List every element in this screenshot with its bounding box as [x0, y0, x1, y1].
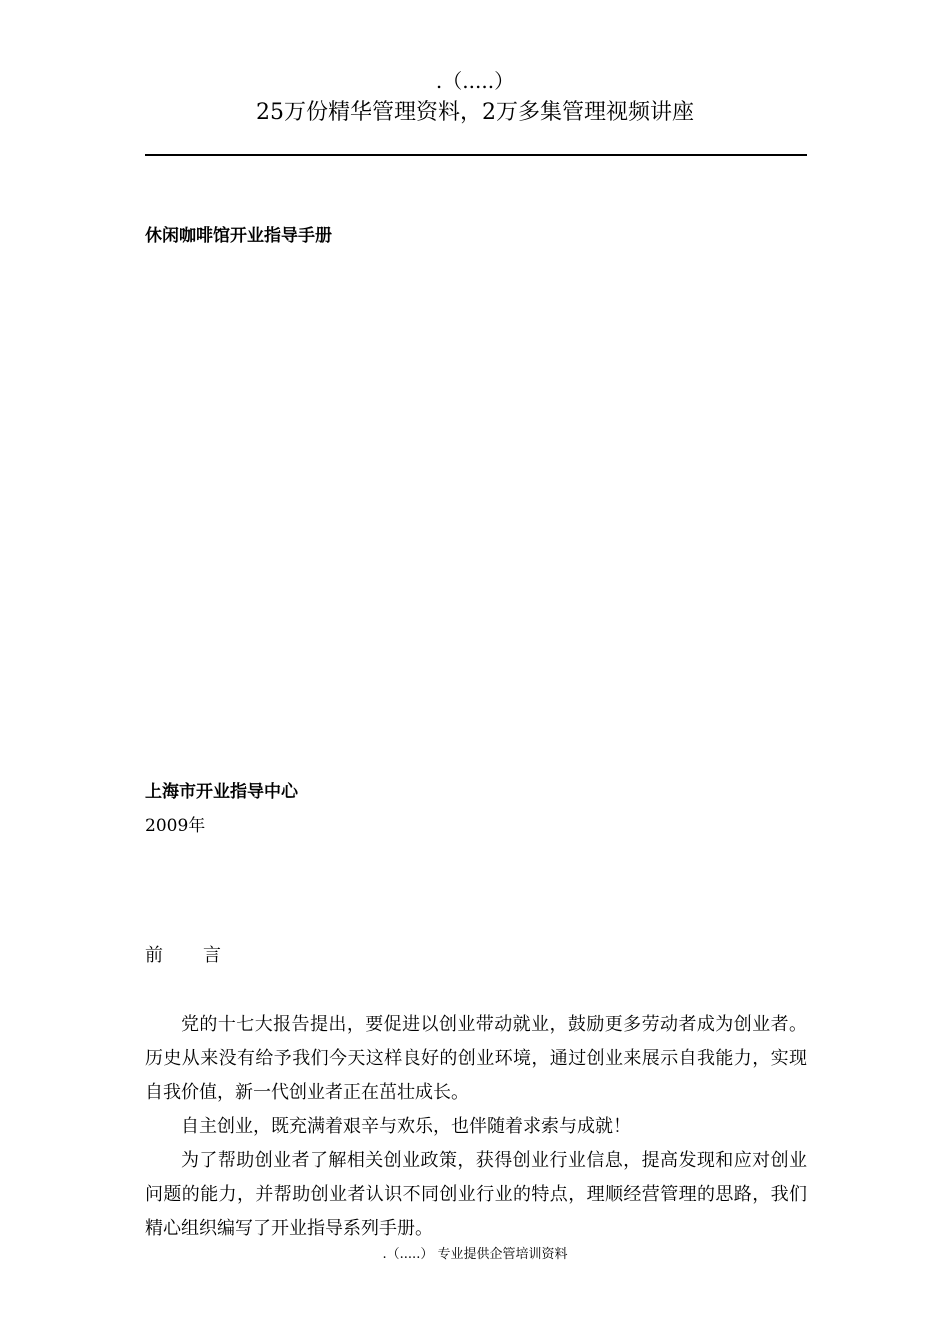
publication-year: 2009年 [145, 816, 206, 836]
organization-name: 上海市开业指导中心 [145, 782, 298, 802]
preface-heading-char-1: 前 [145, 945, 163, 966]
preface-paragraph: 自主创业，既充满着艰辛与欢乐，也伴随着求索与成就！ [181, 1116, 631, 1137]
preface-heading-char-2: 言 [203, 945, 221, 966]
header-divider [145, 154, 807, 156]
document-title: 休闲咖啡馆开业指导手册 [145, 226, 332, 246]
preface-paragraph: 为了帮助创业者了解相关创业政策，获得创业行业信息，提高发现和应对创业问题的能力，并帮助创业者认识不同创业行业的特点，理顺经营管理的思路，我们精心组织编写了开业指导系列手册。 [145, 1150, 807, 1239]
page-footer: .（.....） 专业提供企管培训资料 [382, 1247, 568, 1262]
preface-paragraph: 党的十七大报告提出，要促进以创业带动就业，鼓励更多劳动者成为创业者。历史从来没有给予我们今天这样良好的创业环境，通过创业来展示自我能力，实现自我价值，新一代创业者正在茁壮成长。 [145, 1014, 807, 1103]
header-line-1: .（.....） [435, 69, 515, 93]
header-line-2: 25万份精华管理资料，2万多集管理视频讲座 [256, 100, 694, 125]
preface-heading [145, 944, 221, 968]
preface-body [145, 1008, 807, 1246]
